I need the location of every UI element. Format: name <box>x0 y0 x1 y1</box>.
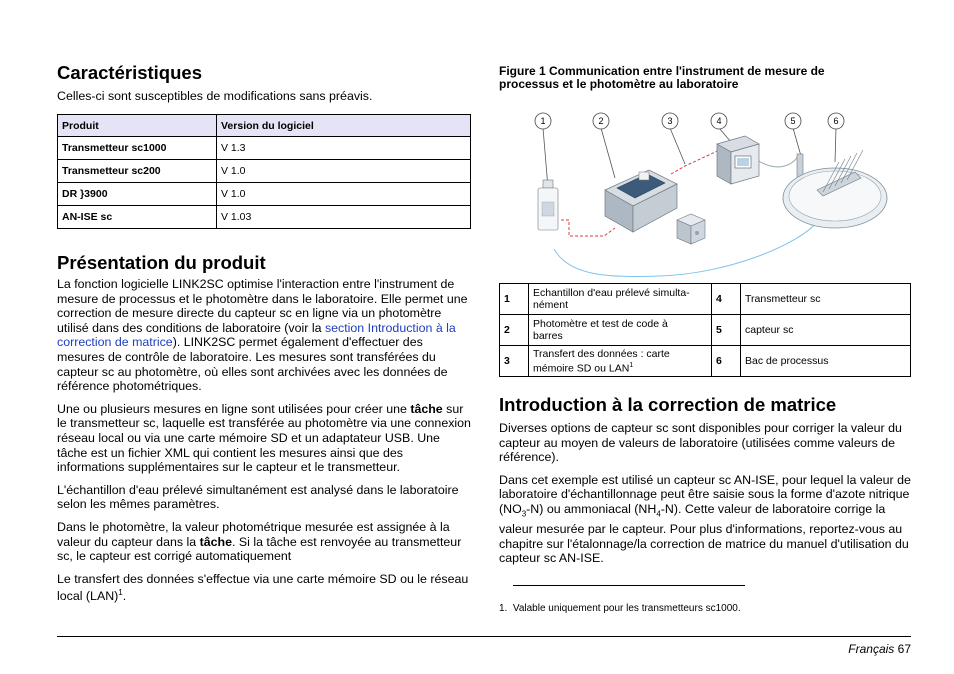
overview-body <box>57 277 471 604</box>
sample-bottle-icon <box>538 180 558 230</box>
para4-text: Dans le photomètre, la valeur photométrique mesurée est assignée à la valeur du capteur dans la <box>57 519 450 549</box>
table-row <box>58 183 471 206</box>
version-cell: V 1.3 <box>217 137 471 160</box>
footnote-number: 1. <box>499 603 508 614</box>
header-version: Version du logiciel <box>217 115 471 137</box>
footnote <box>499 603 741 614</box>
paragraph-task <box>57 402 471 475</box>
photometer-icon <box>605 170 677 232</box>
legend-text: Echantillon d'eau prélevé simulta- nément <box>529 284 712 315</box>
paragraph-sample: L'échantillon d'eau prélevé simultanément est analysé dans le laboratoire selon les mêmes paramètres. <box>57 482 459 512</box>
legend-text: Transfert des données : carte mémoire SD ou LAN <box>533 347 670 375</box>
legend-number: 4 <box>712 284 741 315</box>
paragraph-photometer <box>57 520 471 564</box>
para4-text-end: . Si la tâche est renvoyée au transmetteur sc, le capteur est corrigé automatiquement <box>57 534 462 564</box>
footnote-separator <box>513 585 745 586</box>
product-cell: AN-ISE sc <box>58 206 217 229</box>
table-row <box>500 284 911 315</box>
version-cell: V 1.03 <box>217 206 471 229</box>
page-number: 67 <box>897 642 911 656</box>
subscript-4: 4 <box>656 509 661 519</box>
legend-number: 3 <box>500 346 529 377</box>
features-note: Celles-ci sont susceptibles de modifications sans préavis. <box>57 89 373 103</box>
paragraph-link2sc <box>57 277 471 394</box>
para1-text: La fonction logicielle LINK2SC optimise l'interaction entre l'instrument de mesure de processus et le photomètre dans le laboratoire. Elle permet une correction de mesure directe du capteur sc en ligne via un photomètre utilisé dans des conditions de laboratoire (voir la <box>57 277 468 335</box>
heading-features: Caractéristiques <box>57 62 202 83</box>
transmitter-icon <box>717 136 759 184</box>
callout-2: 2 <box>598 116 604 126</box>
legend-text: Transmetteur sc <box>741 284 911 315</box>
para7-text-end: -N). Cette valeur de laboratoire corrige la valeur mesurée par le capteur. Pour plus d'informations, reportez-vous au chapitre sur l'étalonnage/la correction de matrice du manuel d'utilisation du capteur sc AN-ISE. <box>499 501 909 566</box>
callout-5: 5 <box>790 116 796 126</box>
matrix-body <box>499 421 911 566</box>
footnote-text: Valable uniquement pour les transmetteurs sc1000. <box>512 603 741 614</box>
legend-text: Photomètre et test de code à barres <box>529 315 712 346</box>
product-cell: Transmetteur sc1000 <box>58 137 217 160</box>
subscript-3: 3 <box>521 509 527 519</box>
table-row <box>58 137 471 160</box>
product-cell: Transmetteur sc200 <box>58 160 217 183</box>
callout-4: 4 <box>716 116 722 126</box>
sd-card-adapter-icon <box>677 214 705 244</box>
legend-text-with-footnote <box>529 346 712 377</box>
legend-number: 5 <box>712 315 741 346</box>
para5-text: Le transfert des données s'effectue via une carte mémoire SD ou le réseau local (LAN) <box>57 571 469 604</box>
para2-text-end: sur le transmetteur sc, laquelle est transférée au photomètre via une connexion réseau local ou via une carte mémoire SD et un adaptateur USB. Une tâche est un fichier XML qui contient les mesures ainsi que des informations supplémentaires sur le capteur et le transmetteur. <box>57 401 471 475</box>
legend-number: 6 <box>712 346 741 377</box>
para2-text: Une ou plusieurs mesures en ligne sont utilisées pour créer une <box>57 401 411 416</box>
footer-rule <box>57 636 911 637</box>
spec-table-header <box>58 115 471 137</box>
callout-1: 1 <box>540 116 546 126</box>
spec-table <box>57 114 471 229</box>
table-row <box>500 346 911 377</box>
para1-text-end: ). LINK2SC permet également d'effectuer des mesures de contrôle de laboratoire. Les mesures sont transférées du capteur sc au photomètre, où elles sont archivées avec les données de référence photométriques. <box>57 335 448 394</box>
table-row <box>58 160 471 183</box>
footnote-ref: 1 <box>118 588 123 598</box>
page-footer <box>848 642 911 656</box>
para7-text: Dans cet exemple est utilisé un capteur sc AN-ISE, pour lequel la valeur de laboratoire d'échantillonnage peut être saisie sous la forme d'azote nitrique (NO <box>499 472 911 516</box>
table-row <box>500 315 911 346</box>
version-cell: V 1.0 <box>217 183 471 206</box>
legend-text: capteur sc <box>741 315 911 346</box>
product-cell: DR }3900 <box>58 183 217 206</box>
legend-number: 1 <box>500 284 529 315</box>
figure-caption: Figure 1 Communication entre l'instrument de mesure de processus et le photomètre au laboratoire <box>499 64 825 91</box>
callout-3: 3 <box>667 116 673 126</box>
table-row <box>58 206 471 229</box>
footnote-ref: 1 <box>629 361 634 369</box>
para2-bold: tâche <box>410 401 443 416</box>
header-product: Produit <box>58 115 217 137</box>
paragraph-options: Diverses options de capteur sc sont disponibles pour corriger la valeur du capteur au moyen de valeurs de laboratoire (utilisées comme valeurs de référence). <box>499 421 902 465</box>
heading-matrix-correction: Introduction à la correction de matrice <box>499 394 837 415</box>
version-cell: V 1.0 <box>217 160 471 183</box>
heading-overview: Présentation du produit <box>57 252 266 273</box>
legend-number: 2 <box>500 315 529 346</box>
communication-diagram <box>499 104 911 282</box>
footer-language: Français <box>848 642 895 656</box>
para4-bold: tâche <box>199 534 232 549</box>
sensor-cable <box>757 154 799 167</box>
para5-end: . <box>122 589 127 604</box>
para7-text-mid: -N) ou ammoniacal (NH <box>526 501 657 516</box>
paragraph-an-ise <box>499 473 911 566</box>
figure-legend-table <box>499 283 911 377</box>
callout-markers <box>535 113 844 129</box>
callout-6: 6 <box>833 116 839 126</box>
paragraph-transfer <box>57 572 471 604</box>
legend-text: Bac de processus <box>741 346 911 377</box>
section-link-matrix[interactable]: section Introduction à la correction de matrice <box>57 320 456 350</box>
